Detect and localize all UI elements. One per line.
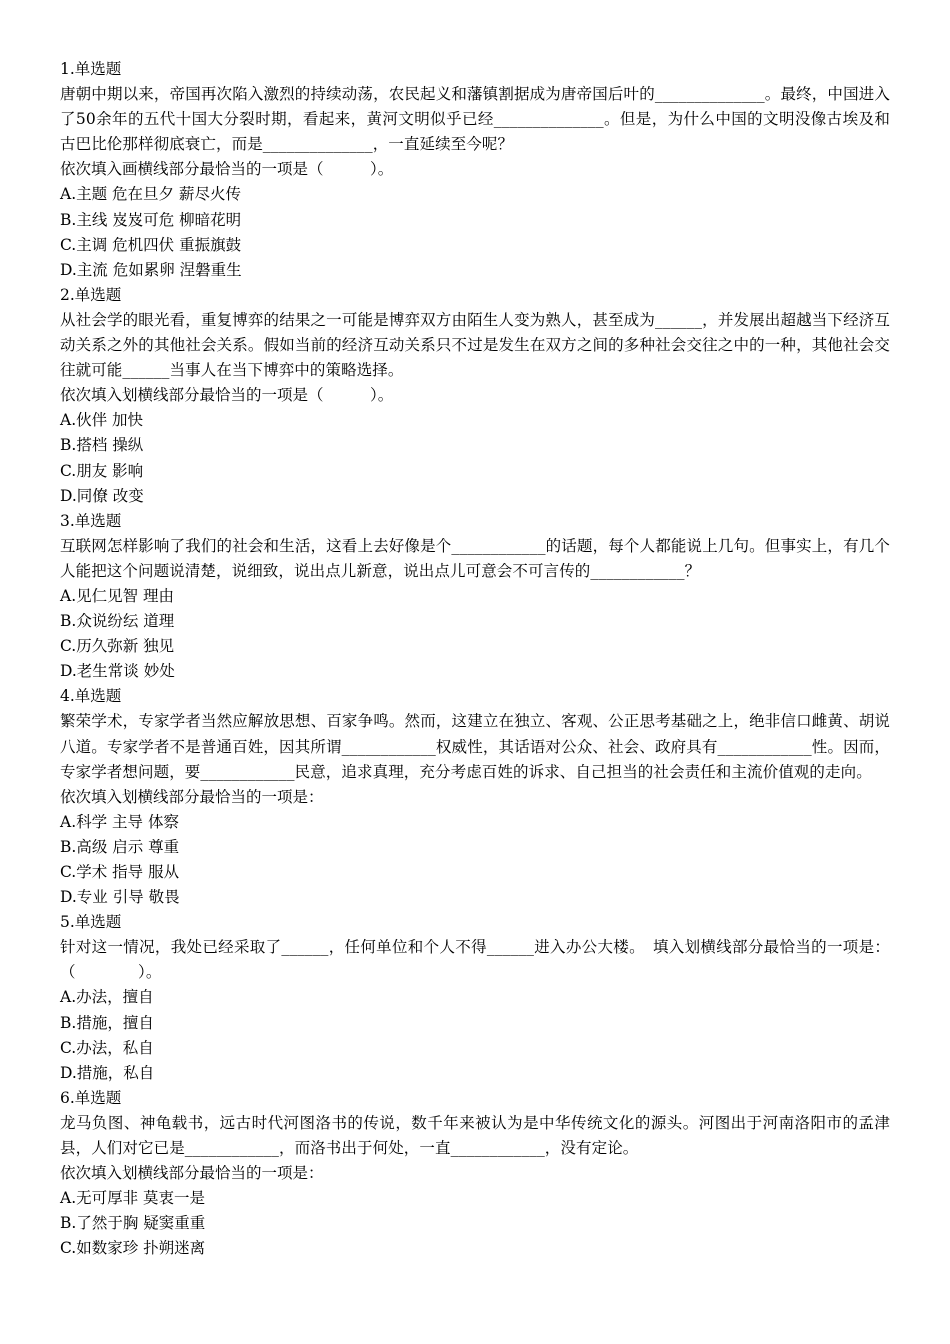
option-d: D.措施，私自 — [60, 1063, 155, 1082]
option-a: A.科学 主导 体察 — [60, 812, 179, 831]
option-b: B.措施，擅自 — [60, 1013, 154, 1032]
question-text: 互联网怎样影响了我们的社会和生活，这看上去好像是个____________的话题，每个人都能说上几句。但事实上，有几个人能把这个问题说清楚，说细致，说出点儿新意，说出点儿可意会不可言传的____________？ — [60, 536, 890, 580]
question-prompt: 依次填入划横线部分最恰当的一项是（ ）。 — [60, 386, 394, 405]
question-3 — [60, 509, 890, 685]
question-5 — [60, 910, 890, 1086]
question-text: 繁荣学术，专家学者当然应解放思想、百家争鸣。然而，这建立在独立、客观、公正思考基础之上，绝非信口雌黄、胡说八道。专家学者不是普通百姓，因其所谓____________权威性，其话语对公众、社会、政府具有____________性。因而，专家学者想问题，要____________民意，追求真理，充分考虑百姓的诉求、自己担当的社会责任和主流价值观的走向。 — [60, 712, 890, 781]
option-b: B.了然于胸 疑窦重重 — [60, 1214, 206, 1233]
option-a: A.无可厚非 莫衷一是 — [60, 1189, 206, 1208]
question-prompt: 依次填入画横线部分最恰当的一项是（ ）。 — [60, 160, 394, 179]
option-b: B.高级 启示 尊重 — [60, 837, 180, 856]
question-header: 6.单选题 — [60, 1088, 122, 1107]
option-b: B.主线 岌岌可危 柳暗花明 — [60, 210, 242, 229]
question-text: 龙马负图、神龟载书，远古时代河图洛书的传说，数千年来被认为是中华传统文化的源头。河图出于河南洛阳市的孟津县，人们对它已是____________，而洛书出于何处，一直____________，没有定论。 — [60, 1113, 890, 1158]
option-d: D.主流 危如累卵 涅磐重生 — [60, 260, 242, 279]
option-c: C.主调 危机四伏 重振旗鼓 — [60, 235, 242, 254]
question-text: 针对这一情况，我处已经采取了______，任何单位和个人不得______进入办公大楼。 填入划横线部分最恰当的一项是：（ ）。 — [60, 938, 890, 982]
option-a: A.主题 危在旦夕 薪尽火传 — [60, 185, 241, 204]
question-header: 5.单选题 — [60, 913, 122, 932]
option-c: C.办法，私自 — [60, 1038, 154, 1057]
option-a: A.办法，擅自 — [60, 988, 154, 1007]
option-a: A.伙伴 加快 — [60, 411, 144, 430]
option-d: D.同僚 改变 — [60, 486, 144, 505]
question-2 — [60, 283, 890, 509]
question-header: 4.单选题 — [60, 687, 122, 706]
question-text: 唐朝中期以来，帝国再次陷入激烈的持续动荡，农民起义和藩镇割据成为唐帝国后叶的______________。最终，中国进入了50余年的五代十国大分裂时期，看起来，黄河文明似乎已经______________。但是，为什么中国的文明没像古埃及和古巴比伦那样彻底衰亡，而是______________，一直延续至今呢？ — [60, 85, 890, 154]
option-b: B.搭档 操纵 — [60, 436, 144, 455]
question-prompt: 依次填入划横线部分最恰当的一项是： — [60, 1164, 324, 1183]
question-header: 3.单选题 — [60, 511, 122, 530]
option-b: B.众说纷纭 道理 — [60, 612, 175, 631]
option-c: C.学术 指导 服从 — [60, 863, 180, 881]
question-header: 1.单选题 — [60, 60, 122, 78]
option-c: C.朋友 影响 — [60, 461, 144, 480]
question-header: 2.单选题 — [60, 285, 122, 304]
question-text: 从社会学的眼光看，重复博弈的结果之一可能是博弈双方由陌生人变为熟人，甚至成为______，并发展出超越当下经济互动关系之外的其他社会关系。假如当前的经济互动关系只不过是发生在双方之间的多种社会交往之中的一种，其他社会交往就可能______当事人在当下博弈中的策略选择。 — [60, 310, 890, 380]
question-1 — [60, 57, 890, 283]
option-d: D.老生常谈 妙处 — [60, 662, 175, 681]
question-prompt: 依次填入划横线部分最恰当的一项是： — [60, 787, 324, 806]
option-d: D.专业 引导 敬畏 — [60, 888, 180, 907]
option-c: C.如数家珍 扑朔迷离 — [60, 1239, 206, 1258]
option-c: C.历久弥新 独见 — [60, 637, 175, 656]
question-4 — [60, 684, 890, 910]
option-a: A.见仁见智 理由 — [60, 586, 175, 605]
question-6 — [60, 1086, 890, 1262]
